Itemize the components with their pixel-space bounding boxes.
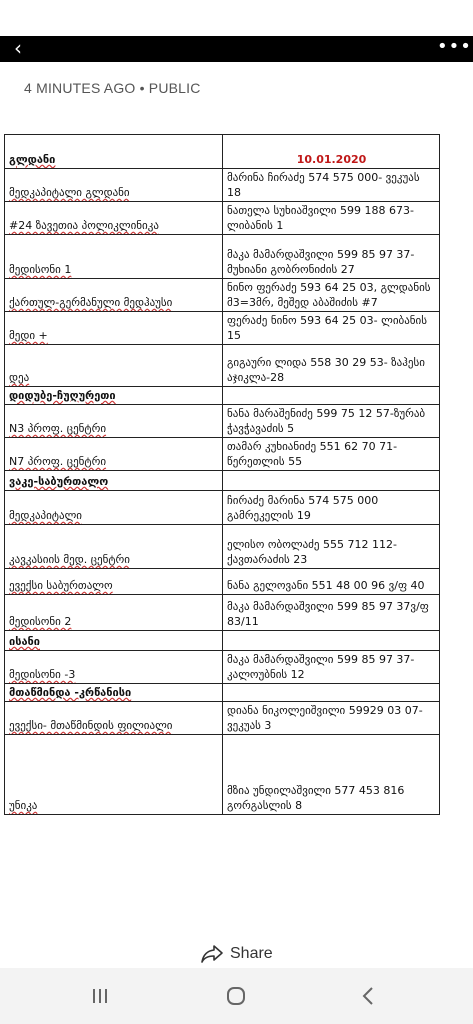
table-row	[5, 702, 473, 735]
table-section-row	[5, 684, 473, 702]
contact-info	[223, 631, 440, 651]
cell-text: მარინა ჩირაძე 574 575 000- ვეკუას 18	[227, 171, 420, 199]
contact-info	[223, 202, 440, 235]
cell-text: ჩირაძე მარინა 574 575 000 გამრეკელის 19	[227, 494, 379, 522]
cell-text: მზია უნდილაშვილი 577 453 816 გორგასლის 8	[227, 784, 405, 812]
table-edge-cell	[440, 735, 473, 815]
table-edge-cell	[440, 595, 473, 631]
clinic-name	[5, 438, 223, 471]
table-edge-cell	[440, 345, 473, 387]
cell-text: ნანა გელოვანი 551 48 00 96 ვ/ფ 40	[227, 579, 425, 592]
clinic-name	[5, 525, 223, 569]
contact-info	[223, 595, 440, 631]
table-row	[5, 169, 473, 202]
table-row	[5, 735, 473, 815]
table-row	[5, 405, 473, 438]
system-nav-bar	[0, 968, 473, 1024]
cell-text: მედისონი 2	[9, 615, 72, 628]
contact-info	[223, 491, 440, 525]
more-options-button[interactable]	[437, 36, 472, 62]
table-edge-cell	[440, 279, 473, 312]
clinic-name	[5, 312, 223, 345]
nav-back-button[interactable]	[348, 980, 388, 1012]
cell-text: მედისონი 1	[9, 263, 72, 276]
status-bar	[0, 0, 473, 36]
cell-text: ნანა მარაშენიძე 599 75 12 57-ზურაბ ჭავჭავაძის 5	[227, 407, 426, 435]
cell-text: მაკა მამარდაშვილი 599 85 97 37- კალოუბნის 12	[227, 653, 415, 681]
table-row	[5, 438, 473, 471]
table-section-row	[5, 471, 473, 491]
district-name	[5, 387, 223, 405]
home-button[interactable]	[216, 980, 256, 1012]
nav-back-icon	[360, 986, 376, 1006]
contact-info	[223, 651, 440, 684]
table-edge-cell	[440, 491, 473, 525]
cell-text: N3 პროფ. ცენტრი	[9, 422, 107, 435]
post-meta: 4 MINUTES AGO • PUBLIC	[24, 80, 201, 96]
contact-info	[223, 735, 440, 815]
clinic-name	[5, 651, 223, 684]
cell-text: დიდუბე-ჩუღურეთი	[9, 389, 116, 402]
share-label: Share	[230, 945, 273, 962]
cell-text: გიგაური ლიდა 558 30 29 53- ზაჰესი აჯიკლა-28	[227, 356, 425, 384]
district-name	[5, 684, 223, 702]
table-row	[5, 569, 473, 595]
contact-info	[223, 702, 440, 735]
cell-text: #24 ზავეთია პოლიკლინიკა	[9, 219, 159, 232]
table-edge-cell	[440, 631, 473, 651]
clinic-name	[5, 702, 223, 735]
contact-info	[223, 387, 440, 405]
contact-info	[223, 169, 440, 202]
cell-text: თამარ კუხიანიძე 551 62 70 71- წერეთლის 55	[227, 440, 398, 468]
clinic-name	[5, 569, 223, 595]
cell-text: მაკა მამარდაშვილი 599 85 97 37ვ/ფ 83/11	[227, 600, 429, 628]
back-button[interactable]	[4, 36, 32, 62]
table-edge-cell	[440, 312, 473, 345]
clinic-name	[5, 279, 223, 312]
cell-text: ნათელა სუხიაშვილი 599 188 673- ლიბანის 1	[227, 204, 414, 232]
table-row	[5, 525, 473, 569]
contact-info	[223, 525, 440, 569]
table-section-row	[5, 387, 473, 405]
contact-info	[223, 569, 440, 595]
table-edge-cell	[440, 702, 473, 735]
cell-text: მთაწმინდა -კრწანისი	[9, 686, 132, 699]
cell-text: ქართულ-გერმანული მედჰაუსი	[9, 296, 173, 309]
more-dots-icon: •••	[437, 36, 472, 57]
cell-text: ევექსი- მთაწმინდის ფილიალი	[9, 719, 173, 732]
contact-info	[223, 235, 440, 279]
table-section-row	[5, 631, 473, 651]
cell-text: მედი +	[9, 329, 48, 342]
cell-text: მედისონი -3	[9, 668, 76, 681]
clinic-name	[5, 735, 223, 815]
contact-info	[223, 345, 440, 387]
district-name	[5, 631, 223, 651]
table-edge-cell	[440, 387, 473, 405]
table-row	[5, 345, 473, 387]
home-icon	[225, 985, 247, 1007]
contact-info	[223, 312, 440, 345]
table-row	[5, 651, 473, 684]
cell-text: ფერაძე ნინო 593 64 25 03- ლიბანის 15	[227, 314, 427, 342]
district-name	[5, 135, 223, 169]
cell-text: დიანა ნიკოლეიშვილი 59929 03 07- ვეკუას 3	[227, 704, 423, 732]
table-edge-cell	[440, 525, 473, 569]
table-edge-cell	[440, 471, 473, 491]
table-edge-cell	[440, 651, 473, 684]
table-edge-cell	[440, 169, 473, 202]
share-button[interactable]	[200, 940, 273, 968]
clinic-name	[5, 202, 223, 235]
recent-apps-icon	[90, 987, 110, 1005]
table-row	[5, 491, 473, 525]
cell-text: მედკაპიტალი	[9, 509, 82, 522]
clinic-name	[5, 235, 223, 279]
contact-info	[223, 279, 440, 312]
table-row	[5, 202, 473, 235]
recent-apps-button[interactable]	[80, 980, 120, 1012]
table-edge-cell	[440, 684, 473, 702]
document-image	[4, 128, 473, 866]
table-edge-cell	[440, 438, 473, 471]
table-row	[5, 595, 473, 631]
contact-info	[223, 471, 440, 491]
district-name	[5, 471, 223, 491]
clinic-name	[5, 595, 223, 631]
cell-text: ისანი	[9, 635, 40, 648]
cell-text: ევექსი საბურთალო	[9, 579, 113, 592]
cell-text: კავკასიის მედ. ცენტრი	[9, 553, 130, 566]
table-row	[5, 312, 473, 345]
table-row	[5, 235, 473, 279]
contact-info	[223, 405, 440, 438]
clinic-table	[4, 134, 473, 815]
cell-text: ნინო ფერაძე 593 64 25 03, გლდანის მ3=3მრ, მეშედ აბაშიძის #7	[227, 281, 431, 309]
contact-info	[223, 684, 440, 702]
chevron-left-icon: ‹	[14, 36, 22, 60]
table-edge-cell	[440, 135, 473, 169]
cell-text: უნიკა	[9, 799, 38, 812]
table-edge-cell	[440, 235, 473, 279]
cell-text: ვაკე-საბურთალო	[9, 475, 109, 488]
cell-text: 10.01.2020	[296, 153, 367, 166]
cell-text: N7 პროფ. ცენტრი	[9, 455, 107, 468]
top-bar	[0, 36, 473, 62]
cell-text: დეა	[9, 371, 30, 384]
table-edge-cell	[440, 405, 473, 438]
cell-text: გლდანი	[9, 153, 56, 166]
clinic-name	[5, 491, 223, 525]
clinic-name	[5, 405, 223, 438]
table-edge-cell	[440, 569, 473, 595]
table-edge-cell	[440, 202, 473, 235]
table-row	[5, 279, 473, 312]
cell-text: მაკა მამარდაშვილი 599 85 97 37- მუხიანი გობრონიძის 27	[227, 248, 415, 276]
cell-text: ელისო ობოლაძე 555 712 112- ქავთარაძის 23	[227, 538, 397, 566]
share-arrow-icon	[200, 944, 224, 964]
clinic-name	[5, 169, 223, 202]
document-date	[223, 135, 440, 169]
table-section-row	[5, 135, 473, 169]
contact-info	[223, 438, 440, 471]
cell-text: მედკაპიტალი გლდანი	[9, 186, 130, 199]
clinic-name	[5, 345, 223, 387]
